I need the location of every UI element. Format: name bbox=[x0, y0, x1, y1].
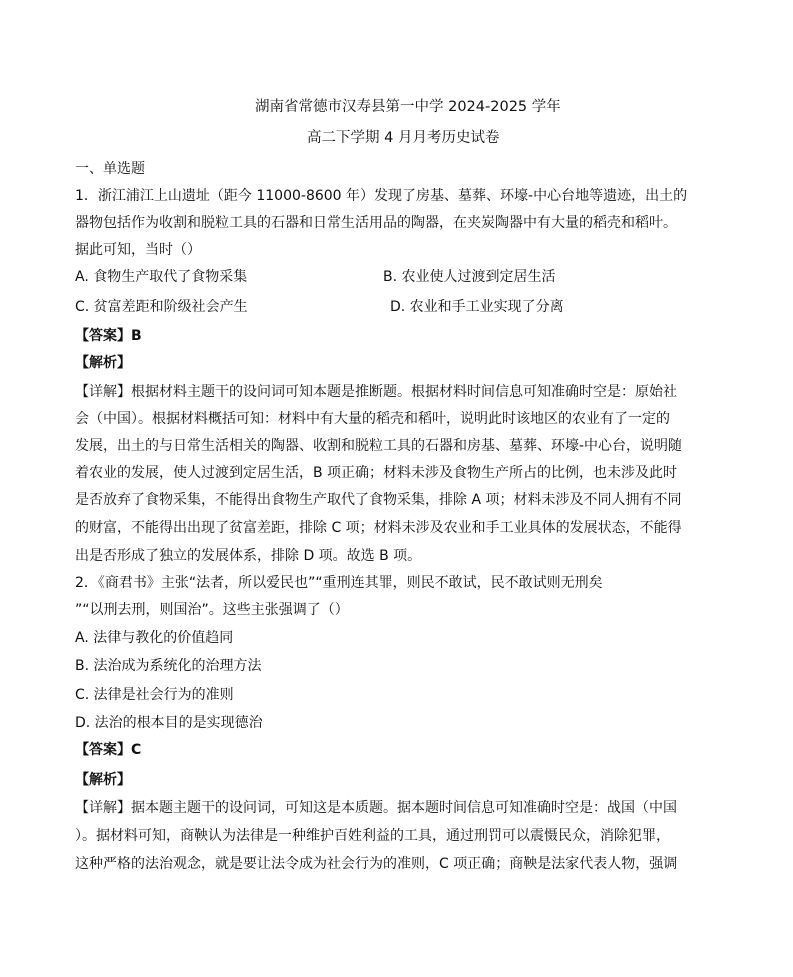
q1-option-a: A. 食物生产取代了食物采集 bbox=[75, 269, 248, 285]
q1-analysis-line6: 的财富，不能得出出现了贫富差距，排除 C 项；材料未涉及农业和手工业具体的发展状态，不能得 bbox=[75, 520, 682, 536]
q1-stem-line3: 据此可知，当时（） bbox=[75, 242, 201, 258]
q2-analysis-line3: 这种严格的法治观念，就是要让法令成为社会行为的准则，C 项正确；商鞅是法家代表人物，强调 bbox=[75, 856, 678, 872]
q1-option-d: D. 农业和手工业实现了分离 bbox=[390, 299, 564, 315]
q2-analysis-label: 【解析】 bbox=[75, 772, 131, 788]
q2-option-d: D. 法治的根本目的是实现德治 bbox=[75, 715, 263, 731]
q1-analysis-label: 【解析】 bbox=[75, 355, 131, 371]
q1-analysis-line5: 是否放弃了食物采集，不能得出食物生产取代了食物采集，排除 A 项；材料未涉及不同人拥有不同 bbox=[75, 492, 682, 508]
q1-answer: 【答案】B bbox=[75, 328, 142, 344]
q2-answer: 【答案】C bbox=[75, 742, 142, 758]
q1-analysis-line2: 会（中国）。根据材料概括可知：材料中有大量的稻壳和稻叶，说明此时该地区的农业有了一定的 bbox=[75, 411, 670, 427]
q2-analysis-line2: ）。据材料可知，商鞅认为法律是一种维护百姓利益的工具，通过刑罚可以震慑民众，消除犯罪， bbox=[75, 828, 670, 844]
exam-title-line1: 湖南省常德市汉寿县第一中学 2024-2025 学年 bbox=[255, 99, 561, 115]
q2-option-c: C. 法律是社会行为的准则 bbox=[75, 687, 234, 703]
q1-stem-line2: 器物包括作为收割和脱粒工具的石器和日常生活用品的陶器，在夹炭陶器中有大量的稻壳和稻叶。 bbox=[75, 215, 677, 231]
q1-analysis-line7: 出是否形成了独立的发展体系，排除 D 项。故选 B 项。 bbox=[75, 548, 422, 564]
section-heading: 一、单选题 bbox=[75, 161, 145, 177]
q2-option-b: B. 法治成为系统化的治理方法 bbox=[75, 658, 262, 674]
q2-stem-line1: 2．《商君书》主张“法者，所以爱民也”“重刑连其罪，则民不敢试，民不敢试则无刑矣 bbox=[75, 575, 603, 591]
q1-option-c: C. 贫富差距和阶级社会产生 bbox=[75, 299, 248, 315]
q2-stem-line2: ”“以刑去刑，则国治”。这些主张强调了（） bbox=[75, 602, 349, 618]
q2-option-a: A. 法律与教化的价值趋同 bbox=[75, 630, 234, 646]
q1-analysis-line1: 【详解】根据材料主题干的设问词可知本题是推断题。根据材料时间信息可知准确时空是：原始社 bbox=[75, 384, 677, 400]
q1-analysis-line3: 发展，出土的与日常生活相关的陶器、收割和脱粒工具的石器和房基、墓葬、环壕-中心台，说明随 bbox=[75, 438, 683, 454]
exam-title-line2: 高二下学期 4 月月考历史试卷 bbox=[307, 130, 500, 146]
q1-stem-line1: 1．浙江浦江上山遗址（距今 11000-8600 年）发现了房基、墓葬、环壕-中心台地等遗迹，出土的 bbox=[75, 188, 688, 204]
q1-analysis-line4: 着农业的发展，使人过渡到定居生活，B 项正确；材料未涉及食物生产所占的比例，也未涉及此时 bbox=[75, 465, 678, 481]
q2-analysis-line1: 【详解】据本题主题干的设问词，可知这是本质题。据本题时间信息可知准确时空是：战国（中国 bbox=[75, 800, 677, 816]
q1-option-b: B. 农业使人过渡到定居生活 bbox=[383, 269, 556, 285]
